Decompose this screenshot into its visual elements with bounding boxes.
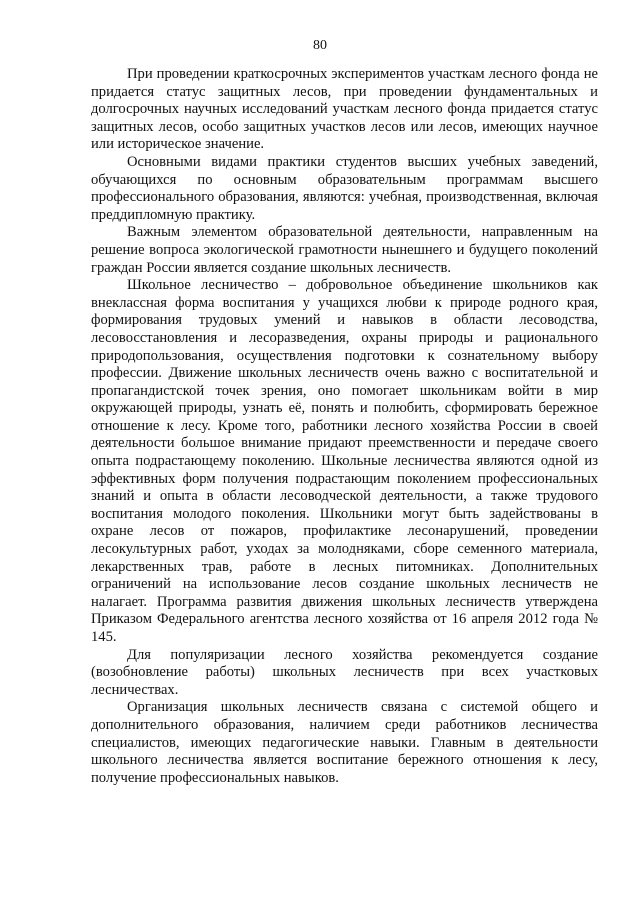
- text-body: [91, 66, 598, 787]
- paragraph-school-forestry-definition: Школьное лесничество – добровольное объединение школьников как внеклассная форма воспитания у учащихся любви к природе родного края, формирования трудовых умений и навыков в области лесоводства, лесовосстановления и лесоразведения, охраны природы и рационального природопользования, осуществления подготовки к сознательному выбору профессии. Движение школьных лесничеств очень важно с воспитательной и пропагандистской точек зрения, оно помогает школьникам войти в мир окружающей природы, узнать её, понять и полюбить, сформировать бережное отношение к лесу. Кроме того, работники лесного хозяйства России в своей деятельности большое внимание придают преемственности и передаче своего опыта подрастающему поколению. Школьные лесничества являются одной из эффективных форм получения подрастающим поколением профессиональных знаний и опыта в области лесоводческой деятельности, а также трудового воспитания молодого поколения. Школьники могут быть задействованы в охране лесов от пожаров, профилактике лесонарушений, проведении лесокультурных работ, уходах за молодняками, сборе семенного материала, лекарственных трав, работе в лесных питомниках. Дополнительных ограничений на использование лесов создание школьных лесничеств не налагает. Программа развития движения школьных лесничеств утверждена Приказом Федерального агентства лесного хозяйства от 16 апреля 2012 года № 145.: [91, 277, 598, 645]
- paragraph-popularization: Для популяризации лесного хозяйства рекомендуется создание (возобновление работы) школьных лесничеств при всех участковых лесничествах.: [91, 646, 598, 698]
- paragraph-ecological-literacy: Важным элементом образовательной деятельности, направленным на решение вопроса экологической грамотности нынешнего и будущего поколений граждан России является создание школьных лесничеств.: [91, 224, 598, 276]
- page-number: 80: [313, 38, 327, 53]
- paragraph-organization: Организация школьных лесничеств связана с системой общего и дополнительного образования, наличием среди работников лесничества специалистов, имеющих педагогические навыки. Главным в деятельности школьного лесничества является воспитание бережного отношения к лесу, получение профессиональных навыков.: [91, 699, 598, 786]
- paragraph-student-practice: Основными видами практики студентов высших учебных заведений, обучающихся по основным образовательным программам высшего профессионального образования, являются: учебная, производственная, включая преддипломную практику.: [91, 153, 598, 223]
- paragraph-experiments: При проведении краткосрочных экспериментов участкам лесного фонда не придается статус защитных лесов, при проведении фундаментальных и долгосрочных научных исследований участкам лесного фонда придается статус защитных лесов, особо защитных участков лесов или лесов, имеющих научное или историческое значение.: [91, 66, 598, 153]
